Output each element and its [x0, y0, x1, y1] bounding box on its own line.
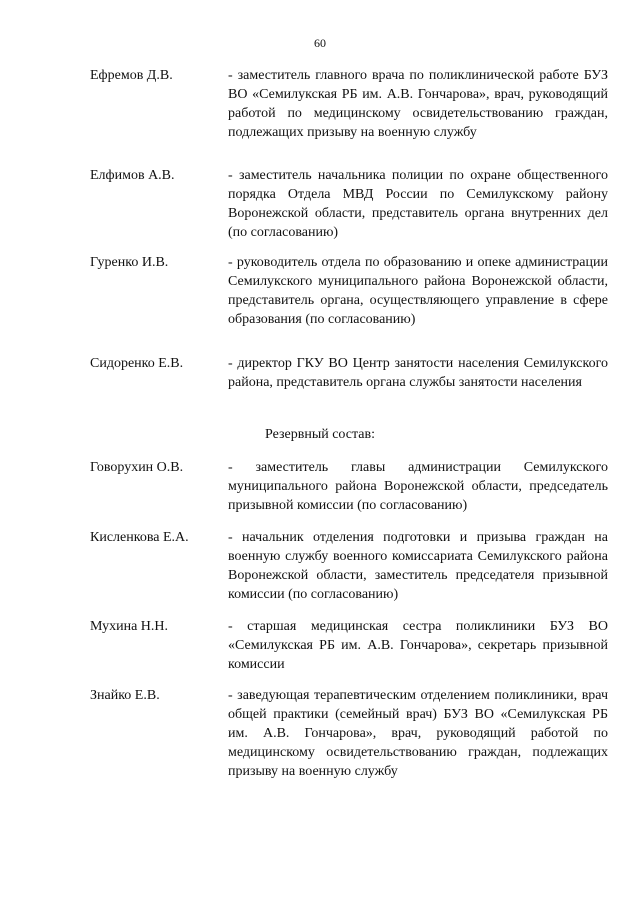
member-description: - заведующая терапевтическим отделением поликлиники, врач общей практики (семейный врач) БУЗ ВО «Семилукская РБ им. А.В. Гончарова», врач, руководящий работой по медицинскому освидетельствованию граждан, подлежащих призыву на военную службу — [228, 688, 608, 779]
reserve-heading: Резервный состав: — [264, 427, 375, 442]
member-description: - заместитель главы администрации Семилукского муниципального района Воронежской области, председатель призывной комиссии (по согласованию) — [228, 460, 608, 513]
member-name: Мухина Н.Н. — [90, 619, 169, 634]
member-name: Кисленкова Е.А. — [90, 530, 189, 545]
member-description: - руководитель отдела по образованию и опеке администрации Семилукского муниципального района Воронежской области, представитель органа, осуществляющего управление в сфере образования (по согласованию) — [228, 255, 608, 327]
member-name: Сидоренко Е.В. — [90, 356, 184, 371]
member-description: - старшая медицинская сестра поликлиники БУЗ ВО «Семилукская РБ им. А.В. Гончарова», секретарь призывной комиссии — [228, 619, 608, 672]
member-name: Гуренко И.В. — [90, 255, 169, 270]
member-description: - заместитель главного врача по поликлинической работе БУЗ ВО «Семилукская РБ им. А.В. Гончарова», врач, руководящий работой по медицинскому освидетельствованию граждан, подлежащих призыву на военную службу — [228, 68, 608, 140]
member-description: - директор ГКУ ВО Центр занятости населения Семилукского района, представитель органа службы занятости населения — [228, 356, 608, 390]
member-description: - начальник отделения подготовки и призыва граждан на военную службу военного комиссариата Семилукского района Воронежской области, заместитель председателя призывной комиссии (по согласованию) — [228, 530, 608, 602]
member-name: Елфимов А.В. — [90, 168, 175, 183]
member-name: Ефремов Д.В. — [90, 68, 173, 83]
member-name: Знайко Е.В. — [90, 688, 160, 703]
member-name: Говорухин О.В. — [90, 460, 184, 475]
member-description: - заместитель начальника полиции по охране общественного порядка Отдела МВД России по Семилукскому району Воронежской области, представитель органа внутренних дел (по согласованию) — [228, 168, 608, 240]
page-number: 60 — [314, 36, 326, 50]
